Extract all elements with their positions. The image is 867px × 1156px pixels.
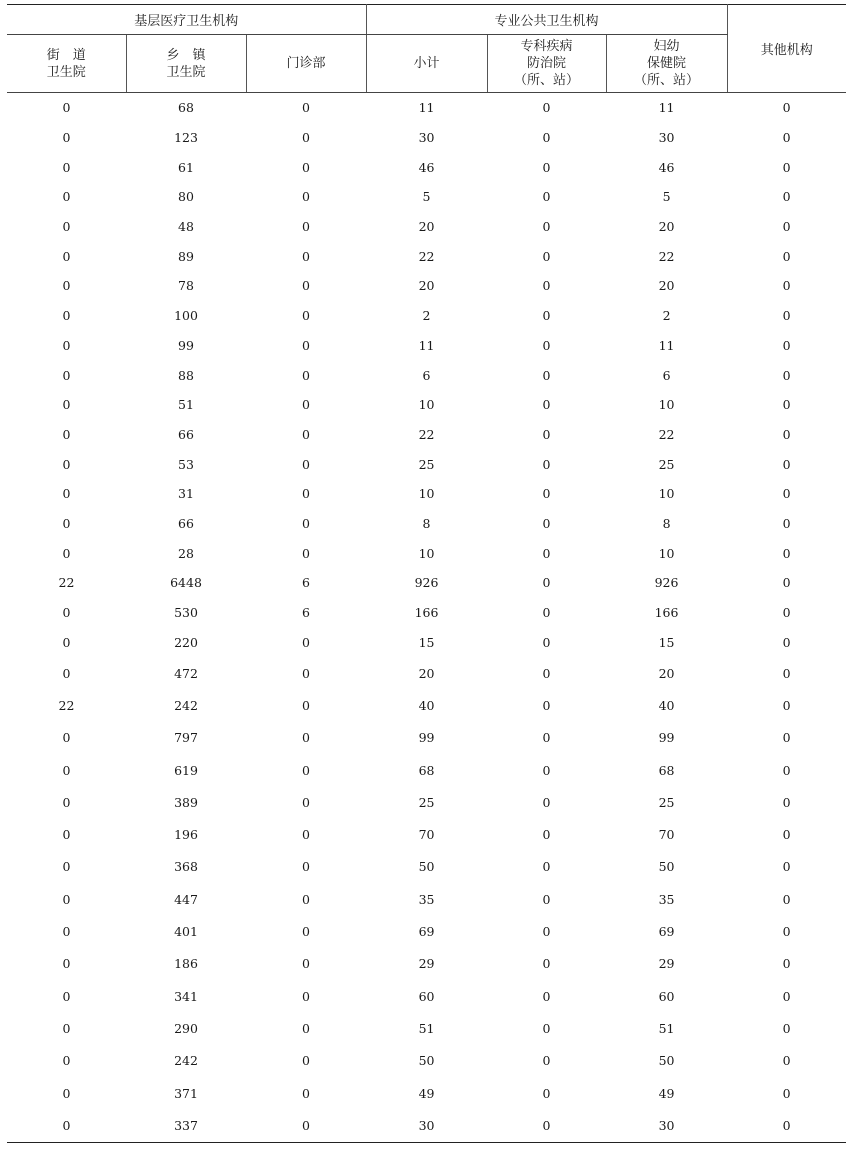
cell-special: 0 [542,891,551,907]
cell-other: 0 [782,278,791,294]
table-row [7,509,846,539]
cell-clinic: 0 [302,1053,310,1069]
cell-other: 0 [727,1109,846,1142]
header-township-line1: 乡 镇 [166,47,206,63]
header-mch-line1: 妇幼 [653,39,680,54]
cell-special: 0 [487,1109,606,1142]
table-row [7,271,846,301]
cell-other: 0 [782,859,791,875]
cell-subtotal: 29 [418,956,435,972]
cell-street: 0 [62,1085,71,1101]
cell-street: 0 [62,426,71,442]
cell-other: 0 [782,367,791,383]
table-row [7,754,846,786]
table-row [7,420,846,450]
cell-township: 51 [178,397,194,413]
cell-clinic: 0 [302,100,310,116]
cell-mch: 51 [658,1020,675,1036]
cell-special: 0 [542,575,551,591]
cell-township: 68 [178,100,194,116]
cell-street: 0 [62,456,71,472]
table-row [7,948,846,980]
cell-subtotal: 926 [414,575,439,591]
cell-mch: 6 [662,367,671,383]
header-street-line1: 街 道 [46,47,86,63]
cell-other: 0 [782,545,791,561]
cell-mch: 30 [658,130,675,146]
cell-special: 0 [542,605,551,621]
cell-township: 401 [174,924,198,940]
cell-township: 6448 [170,575,202,591]
cell-special: 0 [542,730,551,746]
cell-township: 31 [178,486,194,502]
header-group-public-health: 专业公共卫生机构 [366,5,727,35]
cell-mch: 25 [658,794,675,810]
cell-special: 0 [542,924,551,940]
cell-subtotal: 20 [418,219,435,235]
cell-special: 0 [542,130,551,146]
table-row [7,1077,846,1109]
cell-special: 0 [542,397,551,413]
table-row [7,980,846,1012]
cell-street: 0 [62,859,71,875]
cell-special: 0 [542,794,551,810]
cell-clinic: 0 [302,698,310,713]
cell-township: 797 [174,730,198,746]
cell-special: 0 [542,308,551,324]
cell-other: 0 [782,794,791,810]
cell-mch: 10 [658,397,675,413]
table-row [7,915,846,947]
cell-township: 80 [178,189,194,205]
table-row [7,212,846,242]
cell-subtotal: 22 [418,248,435,264]
cell-mch: 20 [658,219,675,235]
table-row [7,301,846,331]
table-body [7,93,846,1143]
cell-street: 0 [62,367,71,383]
cell-subtotal: 15 [418,634,435,650]
cell-subtotal: 60 [418,988,435,1004]
cell-township: 89 [178,248,194,264]
cell-subtotal: 25 [418,456,435,472]
cell-special: 0 [542,426,551,442]
cell-clinic: 0 [302,278,310,294]
cell-special: 0 [542,634,551,650]
cell-clinic: 0 [302,1020,310,1036]
cell-other: 0 [782,159,791,175]
cell-other: 0 [782,397,791,413]
cell-special: 0 [542,219,551,235]
cell-street: 0 [62,278,71,294]
cell-clinic: 6 [302,605,310,621]
cell-special: 0 [542,1053,551,1069]
cell-clinic: 0 [302,762,310,778]
cell-subtotal: 49 [418,1085,435,1101]
cell-special: 0 [542,278,551,294]
cell-clinic: 0 [302,130,310,146]
cell-township: 290 [174,1020,198,1036]
cell-street: 0 [62,924,71,940]
cell-subtotal: 20 [418,278,435,294]
table-row [7,1045,846,1077]
cell-other: 0 [782,924,791,940]
cell-street: 0 [62,100,71,116]
table-row [7,819,846,851]
cell-street: 0 [62,730,71,746]
cell-special: 0 [542,1020,551,1036]
cell-subtotal: 11 [418,100,435,116]
cell-clinic: 0 [302,956,310,972]
cell-special: 0 [542,545,551,561]
cell-other: 0 [782,337,791,353]
cell-subtotal: 35 [418,891,435,907]
table-row [7,657,846,689]
cell-other: 0 [782,730,791,746]
cell-township: 472 [174,665,198,681]
cell-township: 447 [174,891,198,907]
cell-other: 0 [782,130,791,146]
cell-street: 22 [58,698,75,713]
cell-township: 368 [174,859,198,875]
cell-subtotal: 46 [418,159,435,175]
cell-other: 0 [782,100,791,116]
cell-other: 0 [782,1020,791,1036]
header-group-basic-medical: 基层医疗卫生机构 [7,5,366,35]
cell-mch: 70 [658,827,675,843]
table-header [7,5,846,93]
cell-clinic: 0 [302,248,310,264]
cell-special: 0 [542,456,551,472]
cell-street: 0 [62,634,71,650]
cell-township: 196 [174,827,198,843]
cell-special: 0 [542,859,551,875]
cell-subtotal: 51 [418,1020,435,1036]
cell-street: 0 [62,515,71,531]
header-other-institutions: 其他机构 [727,5,846,93]
cell-subtotal: 10 [418,486,435,502]
cell-other: 0 [782,1085,791,1101]
cell-clinic: 0 [302,367,310,383]
cell-special: 0 [542,367,551,383]
cell-street: 0 [62,665,71,681]
cell-subtotal: 166 [414,605,439,621]
cell-street: 22 [58,575,75,591]
cell-township: 48 [178,219,194,235]
cell-clinic: 0 [302,337,310,353]
cell-other: 0 [782,891,791,907]
cell-other: 0 [782,575,791,591]
table-row [7,241,846,271]
cell-other: 0 [782,605,791,621]
cell-mch: 2 [662,308,671,324]
cell-mch: 10 [658,486,675,502]
cell-township: 99 [178,337,194,353]
cell-other: 0 [782,698,791,713]
cell-township: 530 [174,605,198,621]
table-row [7,598,846,628]
cell-other: 0 [782,762,791,778]
table-row [7,123,846,153]
cell-special: 0 [542,189,551,205]
cell-special: 0 [542,988,551,1004]
table-row [7,689,846,721]
cell-clinic: 6 [302,575,310,591]
cell-mch: 50 [658,859,675,875]
header-maternal-child [606,35,727,93]
cell-mch: 11 [658,100,675,116]
cell-township: 341 [174,988,198,1004]
cell-special: 0 [542,956,551,972]
cell-subtotal: 30 [418,130,435,146]
header-clinic: 门诊部 [246,35,366,93]
table-row [7,331,846,361]
table-row [7,851,846,883]
header-subtotal: 小计 [366,35,487,93]
header-special-disease [487,35,606,93]
cell-township: 389 [174,794,198,810]
table-row [7,786,846,818]
cell-subtotal: 50 [418,1053,435,1069]
cell-township: 53 [178,456,194,472]
cell-subtotal: 50 [418,859,435,875]
cell-mch: 20 [658,278,675,294]
cell-clinic: 0 [302,219,310,235]
cell-subtotal: 68 [418,762,435,778]
cell-mch: 29 [658,956,675,972]
cell-township: 78 [178,278,194,294]
cell-mch: 166 [654,605,679,621]
cell-subtotal: 6 [422,367,431,383]
cell-mch: 25 [658,456,675,472]
cell-township: 619 [174,762,198,778]
cell-street: 0 [62,988,71,1004]
cell-other: 0 [782,426,791,442]
table-row [7,182,846,212]
cell-mch: 20 [658,665,675,681]
cell-other: 0 [782,248,791,264]
cell-other: 0 [782,988,791,1004]
table-row [7,538,846,568]
cell-mch: 69 [658,924,675,940]
header-mch-line3: （所、站） [634,73,700,88]
cell-clinic: 0 [302,1085,310,1101]
cell-street: 0 [62,219,71,235]
cell-street: 0 [62,308,71,324]
cell-township: 66 [178,426,194,442]
header-street-health-center [7,35,126,93]
cell-clinic: 0 [302,859,310,875]
cell-mch: 99 [658,730,675,746]
cell-mch: 15 [658,634,675,650]
cell-street: 0 [62,794,71,810]
cell-clinic: 0 [302,515,310,531]
cell-clinic: 0 [302,634,310,650]
header-special-line2: 防治院 [527,56,567,71]
table-row [7,1012,846,1044]
cell-township: 100 [174,308,198,324]
cell-subtotal: 10 [418,545,435,561]
cell-street: 0 [62,1053,71,1069]
cell-mch: 10 [658,545,675,561]
cell-subtotal: 8 [422,515,431,531]
table-row [7,360,846,390]
cell-clinic: 0 [246,1109,366,1142]
cell-street: 0 [62,1020,71,1036]
table-row [7,568,846,598]
cell-township: 337 [126,1109,246,1142]
cell-special: 0 [542,827,551,843]
cell-special: 0 [542,762,551,778]
cell-township: 186 [174,956,198,972]
cell-clinic: 0 [302,159,310,175]
cell-township: 28 [178,545,194,561]
cell-subtotal: 10 [418,397,435,413]
cell-street: 0 [62,827,71,843]
cell-street: 0 [7,1109,126,1142]
cell-mch: 68 [658,762,675,778]
table-row [7,449,846,479]
header-mch-line2: 保健院 [647,56,687,71]
table-row [7,1109,846,1142]
cell-street: 0 [62,762,71,778]
cell-clinic: 0 [302,308,310,324]
cell-township: 61 [178,159,194,175]
cell-subtotal: 2 [422,308,431,324]
cell-other: 0 [782,515,791,531]
cell-street: 0 [62,337,71,353]
cell-street: 0 [62,130,71,146]
cell-other: 0 [782,827,791,843]
header-street-line2: 卫生院 [46,64,86,80]
header-township-health-center [126,35,246,93]
cell-street: 0 [62,189,71,205]
cell-special: 0 [542,1085,551,1101]
cell-street: 0 [62,397,71,413]
cell-other: 0 [782,1053,791,1069]
cell-subtotal: 70 [418,827,435,843]
cell-mch: 35 [658,891,675,907]
cell-mch: 40 [658,698,675,713]
cell-township: 371 [174,1085,198,1101]
cell-special: 0 [542,486,551,502]
cell-clinic: 0 [302,827,310,843]
cell-street: 0 [62,545,71,561]
table-row [7,93,846,123]
cell-subtotal: 69 [418,924,435,940]
cell-other: 0 [782,219,791,235]
cell-special: 0 [542,337,551,353]
cell-mch: 926 [654,575,679,591]
cell-clinic: 0 [302,456,310,472]
header-special-line1: 专科疾病 [520,39,573,54]
cell-street: 0 [62,486,71,502]
cell-subtotal: 99 [418,730,435,746]
cell-special: 0 [542,515,551,531]
cell-other: 0 [782,634,791,650]
table-row [7,152,846,182]
cell-street: 0 [62,159,71,175]
cell-township: 242 [174,1053,198,1069]
cell-mch: 30 [606,1109,727,1142]
cell-subtotal: 5 [422,189,431,205]
cell-subtotal: 20 [418,665,435,681]
table-row [7,883,846,915]
cell-mch: 46 [658,159,675,175]
cell-township: 88 [178,367,194,383]
cell-mch: 8 [662,515,671,531]
header-special-line3: （所、站） [514,73,580,88]
cell-street: 0 [62,956,71,972]
cell-township: 220 [174,634,198,650]
cell-clinic: 0 [302,397,310,413]
cell-street: 0 [62,248,71,264]
table-row [7,479,846,509]
cell-mch: 49 [658,1085,675,1101]
cell-other: 0 [782,665,791,681]
cell-township: 242 [174,698,198,713]
cell-other: 0 [782,456,791,472]
cell-street: 0 [62,891,71,907]
cell-clinic: 0 [302,545,310,561]
cell-township: 123 [174,130,198,146]
cell-subtotal: 22 [418,426,435,442]
cell-other: 0 [782,486,791,502]
cell-special: 0 [542,665,551,681]
cell-mch: 50 [658,1053,675,1069]
cell-clinic: 0 [302,924,310,940]
cell-special: 0 [542,248,551,264]
cell-clinic: 0 [302,730,310,746]
cell-clinic: 0 [302,794,310,810]
cell-clinic: 0 [302,426,310,442]
table-row [7,722,846,754]
table-row [7,390,846,420]
cell-special: 0 [542,698,551,713]
cell-mch: 22 [658,426,675,442]
cell-special: 0 [542,159,551,175]
cell-mch: 11 [658,337,675,353]
cell-subtotal: 11 [418,337,435,353]
health-institutions-table [7,4,846,1143]
cell-subtotal: 40 [418,698,435,713]
statistics-table-page [7,4,846,1143]
cell-clinic: 0 [302,891,310,907]
cell-subtotal: 25 [418,794,435,810]
cell-township: 66 [178,515,194,531]
header-township-line2: 卫生院 [166,64,206,80]
cell-other: 0 [782,308,791,324]
cell-special: 0 [542,100,551,116]
cell-mch: 60 [658,988,675,1004]
cell-other: 0 [782,956,791,972]
cell-street: 0 [62,605,71,621]
cell-clinic: 0 [302,988,310,1004]
cell-other: 0 [782,189,791,205]
cell-mch: 22 [658,248,675,264]
cell-clinic: 0 [302,486,310,502]
cell-clinic: 0 [302,665,310,681]
cell-mch: 5 [662,189,671,205]
table-row [7,627,846,657]
cell-clinic: 0 [302,189,310,205]
cell-subtotal: 30 [366,1109,487,1142]
